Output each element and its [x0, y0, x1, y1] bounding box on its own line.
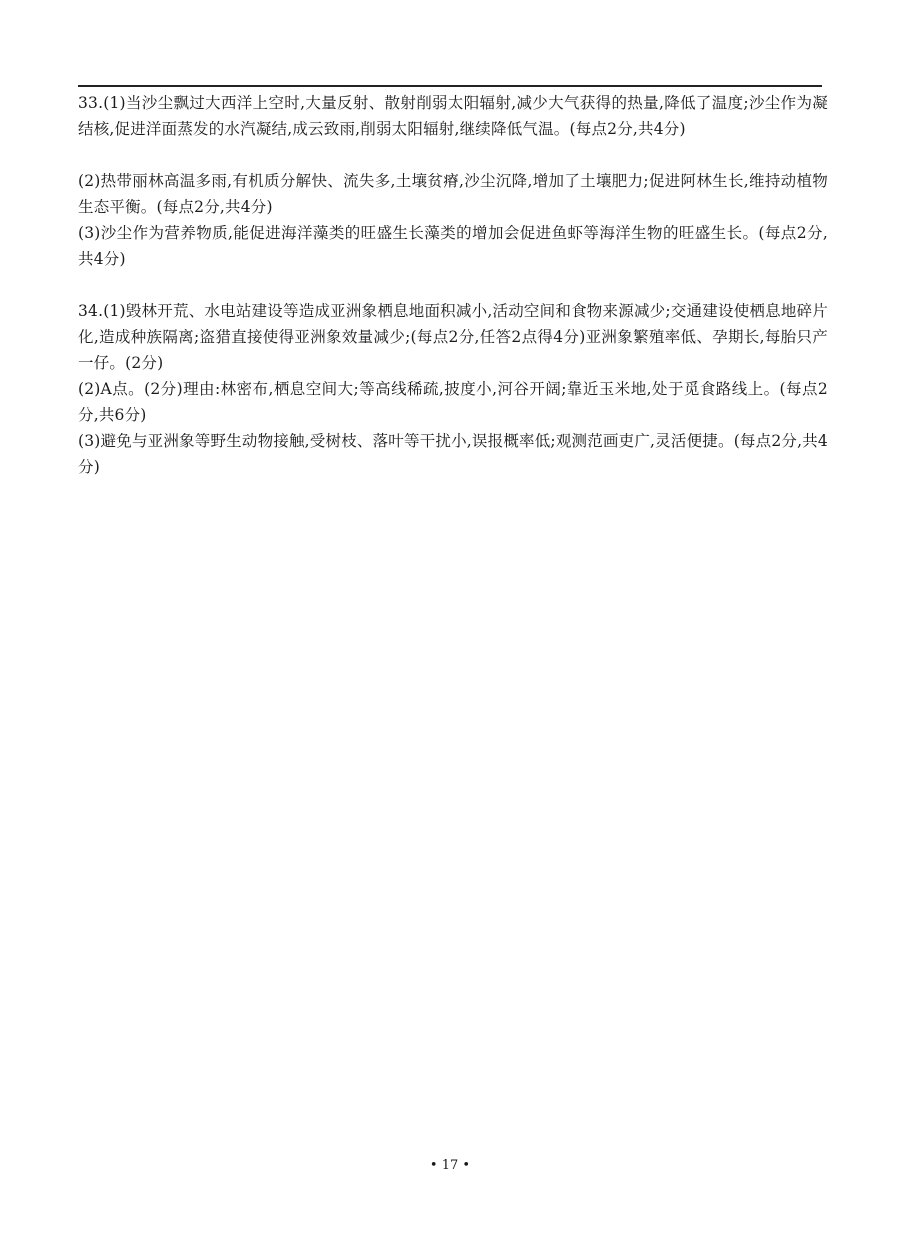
answer-content: [78, 90, 828, 480]
q33-part3: (3)沙尘作为营养物质,能促进海洋藻类的旺盛生长藻类的增加会促进鱼虾等海洋生物的旺盛生长。(每点2分,共4分): [78, 224, 828, 268]
page-number: • 17 •: [429, 1158, 471, 1173]
q34-part3: (3)避免与亚洲象等野生动物接触,受树枝、落叶等干扰小,误报概率低;观测范画吏广,灵活便捷。(每点2分,共4分): [78, 432, 828, 476]
question-33-answer: [78, 90, 828, 272]
q33-part2: (2)热带丽林高温多雨,有机质分解快、流失多,土壤贫瘠,沙尘沉降,增加了土壤肥力;促进阿林生长,维持动植物生态平衡。(每点2分,共4分): [78, 172, 828, 216]
q34-part2: (2)A点。(2分)理由:林密布,栖息空间大;等高线稀疏,披度小,河谷开阔;靠近玉米地,处于觅食路线上。(每点2分,共6分): [78, 380, 828, 424]
question-34-answer: [78, 298, 828, 480]
top-rule: [78, 85, 822, 87]
q34-part1: 34.(1)毁林开荒、水电站建设等造成亚洲象栖息地面积减小,活动空间和食物来源减少;交通建设使栖息地碎片化,造成种族隔离;盗猎直接使得亚洲象效量减少;(每点2分,任答2点得4分)亚洲象繁殖率低、孕期长,每胎只产一仔。(2分): [78, 302, 828, 372]
q33-part1: 33.(1)当沙尘飘过大西洋上空时,大量反射、散射削弱太阳辐射,减少大气获得的热量,降低了温度;沙尘作为凝结核,促进洋面蒸发的水汽凝结,成云致雨,削弱太阳辐射,继续降低气温。(每点2分,共4分): [78, 94, 828, 138]
